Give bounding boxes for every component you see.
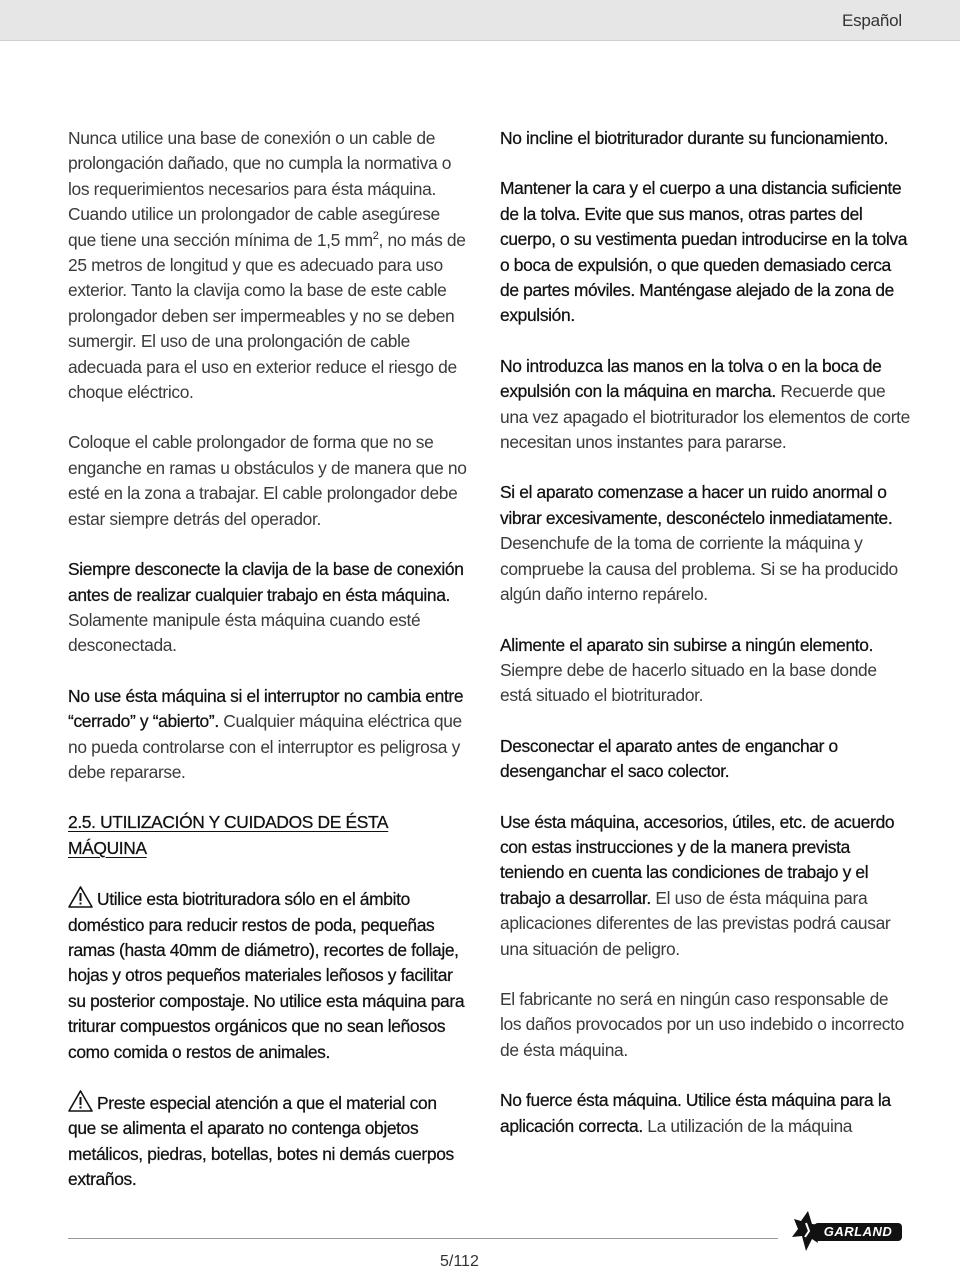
hands-paragraph: No introduzca las manos en la tolva o en la boca de expulsión con la máquina en marcha. Recuerde que una vez apagado el biotriturador los elementos de corte necesitan unos instantes para pararse.: [500, 355, 910, 453]
collector-bag-paragraph: Desconectar el aparato antes de enganchar o desenganchar el saco colector.: [500, 735, 838, 782]
distance-paragraph: Mantener la cara y el cuerpo a una distancia suficiente de la tolva. Evite que sus manos, otras partes del cuerpo, o su vestimenta puedan introducirse en la tolva o boca de expulsión, o que queden demasiado cerca de partes móviles. Manténgase alejado de la zona de expulsión.: [500, 178, 908, 326]
extension-cable-paragraph: Nunca utilice una base de conexión o un cable de prolongación dañado, que no cumpla la normativa o los requerimientos necesarios para ésta máquina. Cuando utilice un prolongador de cable asegúrese que tiene una sección mínima de 1,5 $mm^2$, no más de 25 metros de longitud y que es adecuado para uso exterior. Tanto la clavija como la base de este cable prolongador deben ser impermeables y no se deben sumergir. El uso de una prolongación de cable adecuada para el uso en exterior reduce el riesgo de choque eléctrico.: [68, 128, 466, 403]
tilt-paragraph: No incline el biotriturador durante su funcionamiento.: [500, 128, 889, 148]
warning-triangle-icon: [68, 886, 93, 908]
footer-divider: [68, 1238, 778, 1239]
feeding-paragraph: Alimente el aparato sin subirse a ningún elemento. Siempre debe de hacerlo situado en la base donde está situado el biotriturador.: [500, 634, 877, 706]
page-number: 5/112: [440, 1253, 479, 1270]
usage-warning-paragraph: Utilice esta biotrituradora sólo en el ámbito doméstico para reducir restos de poda, pequeñas ramas (hasta 40mm de diámetro), recortes de follaje, hojas y otros pequeños materiales leñosos y facilitar su posterior compostaje. No utilice esta máquina para triturar compuestos orgánicos que no sean leñosos como comida o restos de animales.: [68, 886, 468, 1065]
force-paragraph: No fuerce ésta máquina. Utilice ésta máquina para la aplicación correcta. La utilización de la máquina: [500, 1090, 891, 1136]
brand-wordmark: GARLAND: [814, 1223, 902, 1241]
disconnect-paragraph: Siempre desconecte la clavija de la base de conexión antes de realizar cualquier trabajo en ésta máquina. Solamente manipule ésta máquina cuando esté desconectada.: [68, 559, 464, 656]
material-warning-paragraph: Preste especial atención a que el material con que se alimenta el aparato no contenga objetos metálicos, piedras, botellas, botes ni demás cuerpos extraños.: [68, 1090, 468, 1193]
noise-paragraph: Si el aparato comenzase a hacer un ruido anormal o vibrar excesivamente, desconéctelo inmediatamente. Desenchufe de la toma de corriente la máquina y compruebe la causa del problema. Si se ha producido algún daño interno repárelo.: [500, 482, 898, 605]
warning-triangle-icon: [68, 1090, 93, 1112]
language-label: Español: [841, 11, 902, 30]
left-column: [68, 126, 468, 1218]
garland-logo: [788, 1209, 904, 1253]
cable-placement-paragraph: Coloque el cable prolongador de forma que no se enganche en ramas u obstáculos y de manera que no esté en la zona a trabajar. El cable prolongador debe estar siempre detrás del operador.: [68, 432, 467, 529]
accessories-paragraph: Use ésta máquina, accesorios, útiles, etc. de acuerdo con estas instrucciones y de la manera prevista teniendo en cuenta las condiciones de trabajo y el trabajo a desarrollar. El uso de ésta máquina para aplicaciones diferentes de las previstas podrá causar una situación de peligro.: [500, 811, 895, 959]
liability-paragraph: El fabricante no será en ningún caso responsable de los daños provocados por un uso indebido o incorrecto de ésta máquina.: [500, 988, 904, 1060]
switch-paragraph: No use ésta máquina si el interruptor no cambia entre “cerrado” y “abierto”. Cualquier máquina eléctrica que no pueda controlarse con el interruptor es peligrosa y debe repararse.: [68, 685, 464, 782]
section-title: 2.5. UTILIZACIÓN Y CUIDADOS DE ÉSTA MÁQUINA: [68, 812, 389, 858]
right-column: [500, 126, 910, 1164]
header-bar: [0, 0, 960, 41]
